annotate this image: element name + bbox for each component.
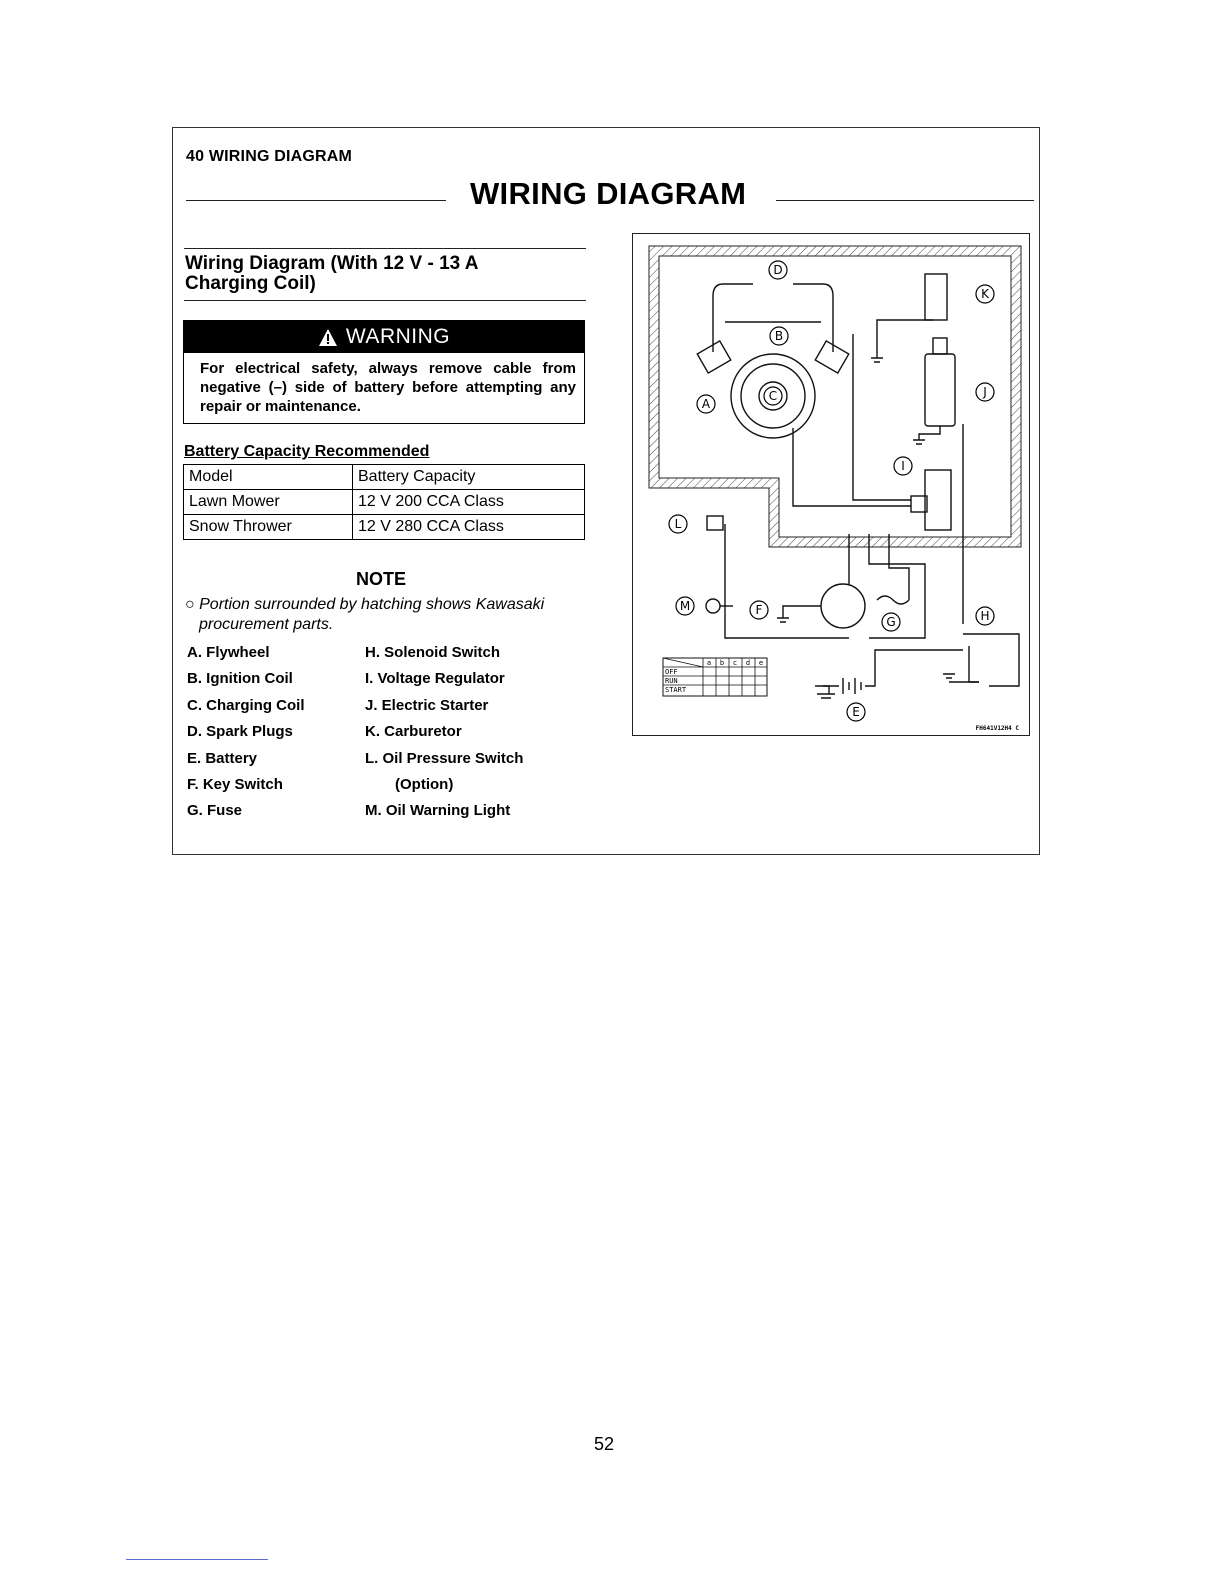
table-header-row bbox=[184, 465, 585, 490]
solenoid-switch bbox=[969, 646, 979, 682]
key-switch-table bbox=[663, 658, 767, 696]
note-bullet: ○ bbox=[185, 596, 195, 613]
callout-l bbox=[669, 515, 687, 533]
legend-item: G. Fuse bbox=[187, 802, 243, 820]
legend-item: H. Solenoid Switch bbox=[365, 644, 501, 661]
voltage-regulator bbox=[925, 470, 951, 530]
svg-text:C: C bbox=[768, 389, 778, 403]
footer-link-underline bbox=[126, 1559, 268, 1560]
svg-text:A: A bbox=[701, 397, 711, 411]
warning-bar bbox=[184, 321, 584, 353]
legend-item: C. Charging Coil bbox=[187, 696, 305, 714]
callout-k bbox=[976, 285, 994, 303]
battery-ground bbox=[815, 686, 835, 698]
svg-text:I: I bbox=[901, 459, 905, 473]
svg-text:B: B bbox=[774, 329, 784, 343]
callout-e bbox=[847, 703, 865, 721]
starter-ground bbox=[913, 440, 925, 444]
svg-text:K: K bbox=[981, 287, 989, 301]
section-header: 40 WIRING DIAGRAM bbox=[186, 148, 353, 165]
electric-starter bbox=[925, 354, 955, 426]
key-switch bbox=[821, 584, 865, 628]
svg-text:E: E bbox=[852, 705, 860, 719]
callout-i bbox=[894, 457, 912, 475]
callout-c bbox=[764, 387, 782, 405]
switch-row-label: START bbox=[665, 686, 687, 694]
note-line-2: procurement parts. bbox=[199, 616, 334, 633]
battery bbox=[823, 650, 963, 694]
subtitle: Wiring Diagram (With 12 V - 13 A Charging Coil) bbox=[185, 253, 479, 294]
switch-col-label: b bbox=[719, 659, 725, 667]
carb-wire bbox=[877, 320, 933, 358]
svg-text:M: M bbox=[679, 599, 691, 613]
starter-ground-wire bbox=[919, 426, 940, 440]
svg-text:G: G bbox=[886, 615, 896, 629]
carburetor bbox=[925, 274, 947, 320]
legend-item: E. Battery bbox=[187, 749, 258, 767]
callout-g bbox=[882, 613, 900, 631]
callout-h bbox=[976, 607, 994, 625]
switch-row-label: OFF bbox=[665, 668, 678, 676]
subtitle-rule-bottom bbox=[184, 300, 586, 301]
table-cell: Lawn Mower bbox=[184, 490, 353, 515]
svg-text:F: F bbox=[755, 603, 763, 617]
switch-col-label: a bbox=[706, 659, 712, 667]
table-cell: Snow Thrower bbox=[184, 515, 353, 540]
callout-d bbox=[769, 261, 787, 279]
callout-b bbox=[770, 327, 788, 345]
callout-a bbox=[697, 395, 715, 413]
page-title: WIRING DIAGRAM bbox=[470, 176, 747, 211]
key-switch-ground bbox=[777, 618, 789, 622]
key-switch-ground-wire bbox=[783, 606, 821, 618]
legend-item: I. Voltage Regulator bbox=[365, 670, 505, 688]
table-cell: 12 V 200 CCA Class bbox=[353, 490, 585, 515]
legend-item: K. Carburetor bbox=[365, 723, 462, 741]
battery-capacity-heading: Battery Capacity Recommended bbox=[184, 443, 430, 460]
starter-terminal bbox=[933, 338, 947, 354]
svg-text:J: J bbox=[983, 385, 987, 399]
page-number: 52 bbox=[594, 1434, 615, 1454]
charge-lead-1 bbox=[793, 428, 911, 506]
legend-item: A. Flywheel bbox=[187, 644, 270, 661]
legend-item: L. Oil Pressure Switch bbox=[365, 749, 524, 767]
solenoid-ground bbox=[943, 674, 955, 678]
legend-right-column bbox=[365, 640, 523, 825]
oil-warning-light bbox=[706, 599, 720, 613]
callout-j bbox=[976, 383, 994, 401]
svg-text:L: L bbox=[674, 517, 682, 531]
switch-col-label: d bbox=[745, 659, 751, 667]
callout-m bbox=[676, 597, 694, 615]
ignition-coil-right bbox=[815, 341, 849, 373]
switch-col-label: c bbox=[732, 659, 738, 667]
title-rule-right bbox=[776, 200, 1034, 201]
carb-ground bbox=[871, 358, 883, 362]
legend-left-column bbox=[187, 640, 305, 825]
ignition-coil-left bbox=[697, 341, 731, 373]
warning-triangle-icon bbox=[318, 328, 338, 347]
note-line-1: Portion surrounded by hatching shows Kawasaki bbox=[199, 596, 545, 613]
callout-f bbox=[750, 601, 768, 619]
warning-text: For electrical safety, always remove cable from negative (–) side of battery before attempting any repair or maintenance. bbox=[200, 360, 576, 415]
note-text bbox=[185, 595, 595, 635]
title-rule-left bbox=[186, 200, 446, 201]
legend-item: F. Key Switch bbox=[187, 776, 283, 794]
warning-label: WARNING bbox=[345, 325, 451, 348]
table-header-cell: Battery Capacity bbox=[353, 465, 585, 490]
figure-id: FH641V12H4 C bbox=[975, 725, 1019, 732]
wiring-diagram bbox=[632, 233, 1030, 736]
note-title: NOTE bbox=[356, 569, 407, 589]
battery-capacity-table bbox=[183, 464, 585, 540]
legend-item: (Option) bbox=[395, 776, 454, 794]
table-row bbox=[184, 490, 585, 515]
table-cell: 12 V 280 CCA Class bbox=[353, 515, 585, 540]
switch-col-label: e bbox=[758, 659, 764, 667]
oil-pressure-switch bbox=[707, 516, 723, 530]
svg-text:H: H bbox=[980, 609, 990, 623]
legend-item: M. Oil Warning Light bbox=[365, 802, 511, 820]
fuse bbox=[877, 596, 909, 604]
subtitle-rule-top bbox=[184, 248, 586, 249]
wiring-diagram-svg bbox=[633, 234, 1031, 737]
svg-text:D: D bbox=[773, 263, 783, 277]
table-row bbox=[184, 515, 585, 540]
table-header-cell: Model bbox=[184, 465, 353, 490]
switch-row-label: RUN bbox=[665, 677, 678, 685]
legend-item: D. Spark Plugs bbox=[187, 723, 293, 741]
legend-item: J. Electric Starter bbox=[365, 696, 489, 714]
legend-item: B. Ignition Coil bbox=[187, 670, 293, 688]
warning-box bbox=[183, 320, 585, 424]
solenoid-lead bbox=[963, 634, 1019, 686]
